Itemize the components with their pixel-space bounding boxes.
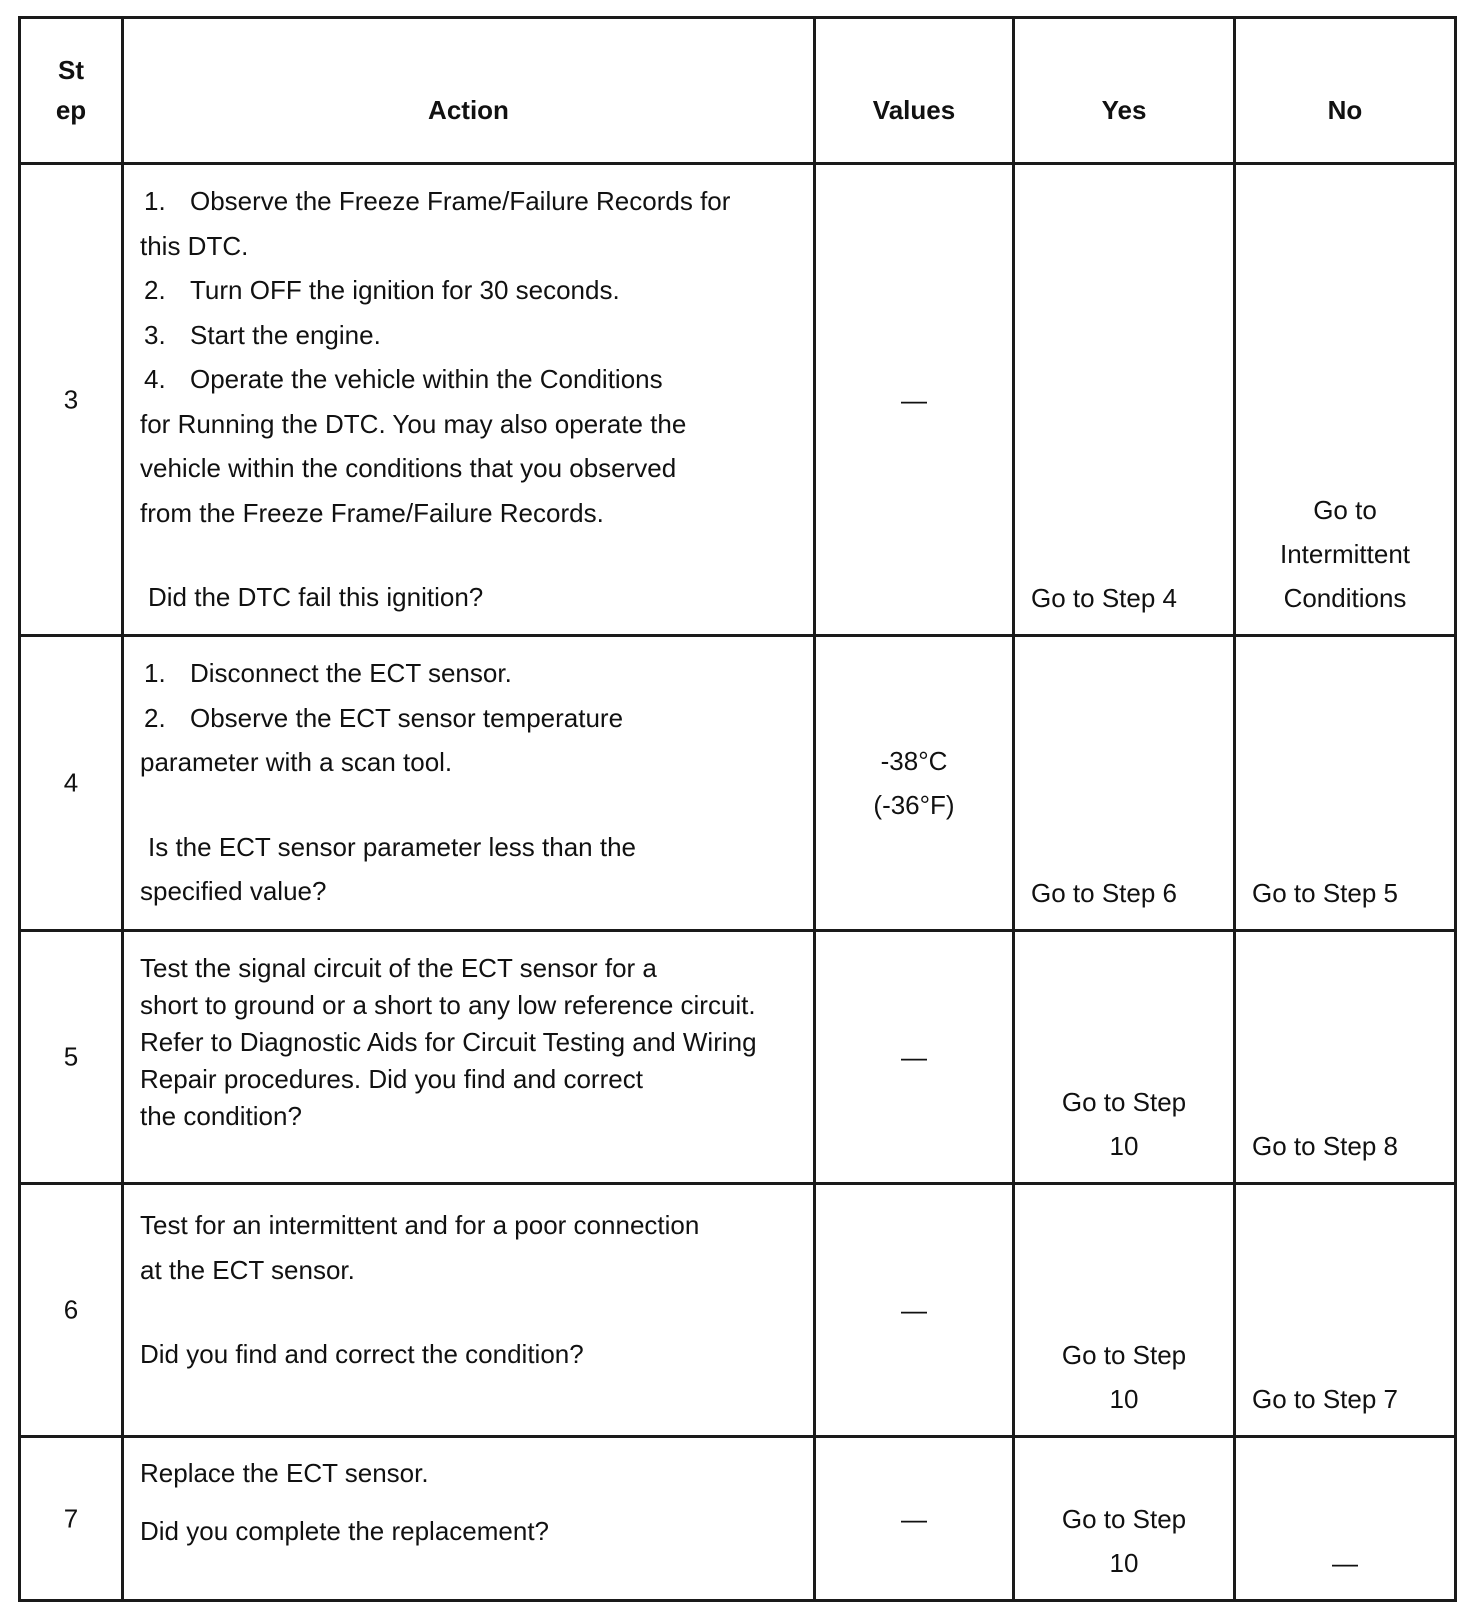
step-number: 5 <box>63 1041 79 1072</box>
yes-text: Go to Step 10 <box>1061 1087 1187 1161</box>
step-number: 3 <box>63 384 79 414</box>
action-cell <box>123 164 815 636</box>
action-question: Is the ECT sensor parameter less than the <box>148 831 636 862</box>
value-text: — <box>901 384 927 415</box>
action-item: 2. Observe the ECT sensor temperature <box>144 702 624 733</box>
action-cell <box>123 1437 815 1601</box>
table-row <box>20 1184 1456 1437</box>
action-line: Did you complete the replacement? <box>140 1516 550 1546</box>
no-text: Go to Intermittent Conditions <box>1279 495 1411 613</box>
action-item: 1. Observe the Freeze Frame/Failure Records for <box>144 186 731 216</box>
value-text: — <box>901 1295 927 1325</box>
action-question: Did the DTC fail this ignition? <box>148 582 484 612</box>
values-cell <box>815 931 1014 1184</box>
header-step-line1: St <box>58 55 84 85</box>
step-cell <box>20 931 123 1184</box>
header-step-line2: ep <box>55 95 87 125</box>
action-question: Did you find and correct the condition? <box>140 1339 584 1369</box>
table-row <box>20 636 1456 931</box>
header-row <box>20 18 1456 164</box>
table-row <box>20 931 1456 1184</box>
yes-text: Go to Step 10 <box>1061 1340 1187 1414</box>
table-row <box>20 164 1456 636</box>
action-item-cont: from the Freeze Frame/Failure Records. <box>140 497 604 528</box>
step-number: 4 <box>63 767 79 798</box>
yes-cell <box>1014 164 1235 636</box>
action-cell <box>123 1184 815 1437</box>
action-cell <box>123 931 815 1184</box>
values-cell <box>815 1184 1014 1437</box>
no-text: — <box>1332 1548 1358 1578</box>
step-cell <box>20 1184 123 1437</box>
action-item-cont: this DTC. <box>140 230 249 261</box>
action-line: at the ECT sensor. <box>140 1254 355 1285</box>
table-row <box>20 1437 1456 1601</box>
header-action: Action <box>123 18 815 164</box>
diagnostic-table <box>18 16 1457 1602</box>
yes-text: Go to Step 6 <box>1031 878 1177 908</box>
no-text: Go to Step 5 <box>1252 878 1398 908</box>
step-cell <box>20 164 123 636</box>
yes-cell <box>1014 1184 1235 1437</box>
no-cell <box>1235 636 1456 931</box>
yes-cell <box>1014 636 1235 931</box>
action-item-cont: for Running the DTC. You may also operate the <box>140 408 687 439</box>
action-line: Test the signal circuit of the ECT sensor for a <box>140 953 657 983</box>
no-cell <box>1235 1184 1456 1437</box>
yes-text: Go to Step 4 <box>1031 583 1177 613</box>
header-values: Values <box>815 18 1014 164</box>
action-item: 4. Operate the vehicle within the Conditions <box>144 364 663 394</box>
action-item-cont: parameter with a scan tool. <box>140 747 453 777</box>
action-question-cont: specified value? <box>140 876 327 906</box>
value-text: -38°C (-36°F) <box>873 746 955 820</box>
step-number: 7 <box>63 1503 79 1533</box>
no-cell <box>1235 931 1456 1184</box>
yes-cell <box>1014 1437 1235 1601</box>
no-text: Go to Step 7 <box>1252 1384 1398 1414</box>
value-text: — <box>901 1503 927 1534</box>
action-cell <box>123 636 815 931</box>
action-item: 3. Start the engine. <box>144 319 381 350</box>
header-no: No <box>1235 18 1456 164</box>
yes-cell <box>1014 931 1235 1184</box>
action-line: Refer to Diagnostic Aids for Circuit Testing and Wiring <box>140 1027 757 1057</box>
header-step <box>20 18 123 164</box>
no-cell <box>1235 1437 1456 1601</box>
action-item: 1. Disconnect the ECT sensor. <box>144 658 512 688</box>
header-yes: Yes <box>1014 18 1235 164</box>
action-line: short to ground or a short to any low reference circuit. <box>140 990 756 1020</box>
no-cell <box>1235 164 1456 636</box>
action-line: the condition? <box>140 1101 302 1131</box>
values-cell <box>815 636 1014 931</box>
action-item: 2. Turn OFF the ignition for 30 seconds. <box>144 275 620 305</box>
step-number: 6 <box>63 1294 79 1325</box>
action-item-cont: vehicle within the conditions that you observed <box>140 453 677 483</box>
action-line: Replace the ECT sensor. <box>140 1458 429 1488</box>
value-text: — <box>901 1042 927 1072</box>
action-line: Test for an intermittent and for a poor connection <box>140 1210 700 1240</box>
yes-text: Go to Step 10 <box>1061 1504 1187 1578</box>
values-cell <box>815 164 1014 636</box>
step-cell <box>20 1437 123 1601</box>
no-text: Go to Step 8 <box>1252 1131 1398 1161</box>
values-cell <box>815 1437 1014 1601</box>
action-line: Repair procedures. Did you find and correct <box>140 1064 643 1094</box>
step-cell <box>20 636 123 931</box>
